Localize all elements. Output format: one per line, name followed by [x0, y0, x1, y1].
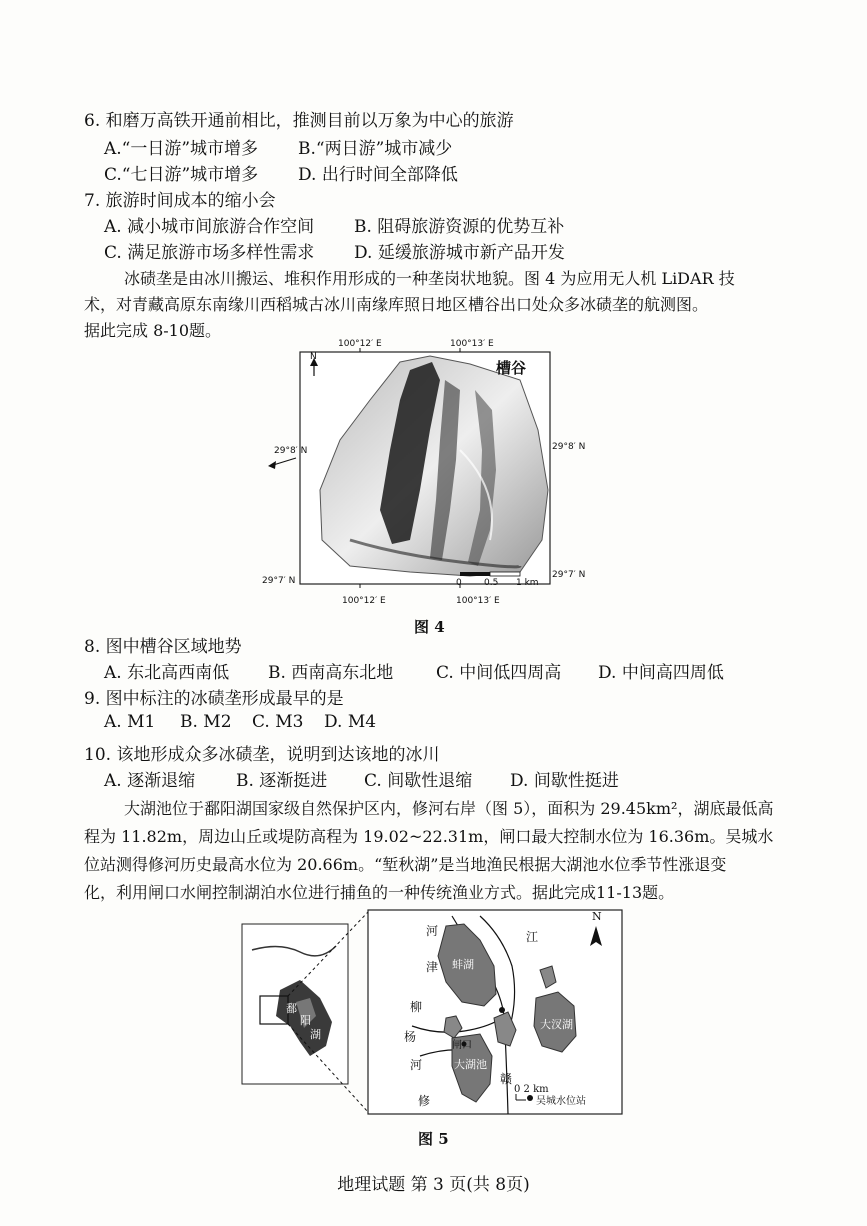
- q7-option-d: D. 延缓旅游城市新产品开发: [354, 243, 565, 263]
- q8-option-d: D. 中间高四周低: [598, 663, 724, 683]
- intro1-line2: 术，对青藏高原东南缘川西稻城古冰川南缘库照日地区槽谷出口处众多冰碛垄的航测图。: [84, 295, 709, 314]
- fig4-lat-upper-right: 29°8′ N: [552, 442, 586, 452]
- figure-5: [240, 906, 630, 1118]
- q6-option-d: D. 出行时间全部降低: [298, 165, 458, 185]
- q8-option-c: C. 中间低四周高: [436, 663, 562, 683]
- fig4-title: 槽谷: [496, 359, 527, 377]
- fig5-river-he2: 河: [410, 1058, 423, 1072]
- figure-4: [260, 340, 590, 612]
- q6-option-a: A.“一日游”城市增多: [104, 139, 259, 159]
- fig4-top-lon2: 100°13′ E: [450, 339, 494, 349]
- fig4-bottom-lon2: 100°13′ E: [456, 596, 500, 606]
- fig5-station: 吴城水位站: [536, 1096, 586, 1107]
- fig5-river-he: 河: [426, 924, 439, 938]
- fig4-scale-2: 1 km: [516, 578, 539, 588]
- q9-option-b: B. M2: [180, 712, 232, 732]
- fig5-inset-label1: 鄱: [286, 1002, 297, 1015]
- fig4-lat-upper-left: 29°8′ N: [274, 446, 308, 456]
- fig4-scale-0: 0: [456, 578, 462, 588]
- q7-stem: 7. 旅游时间成本的缩小会: [84, 191, 276, 211]
- q6-stem: 6. 和磨万高铁开通前相比，推测目前以万象为中心的旅游: [84, 111, 514, 131]
- fig4-top-lon1: 100°12′ E: [338, 339, 382, 349]
- q9-option-a: A. M1: [104, 712, 156, 732]
- fig4-lat-lower-left: 29°7′ N: [262, 576, 296, 586]
- q10-option-c: C. 间歇性退缩: [364, 771, 473, 791]
- q7-option-a: A. 减小城市间旅游合作空间: [104, 217, 315, 237]
- q8-stem: 8. 图中槽谷区域地势: [84, 637, 242, 657]
- fig5-river-liu: 柳: [410, 1000, 423, 1014]
- fig5-lake-bang: 蚌湖: [452, 958, 474, 971]
- q10-stem: 10. 该地形成众多冰碛垄，说明到达该地的冰川: [84, 745, 440, 765]
- q9-stem: 9. 图中标注的冰碛垄形成最早的是: [84, 689, 344, 709]
- intro2-line3: 位站测得修河历史最高水位为 20.66m。“堑秋湖”是当地渔民根据大湖池水位季节性涨退变: [84, 855, 727, 874]
- fig4-north: N: [310, 352, 317, 362]
- intro1-line1: 冰碛垄是由冰川搬运、堆积作用形成的一种垄岗状地貌。图 4 为应用无人机 LiDAR 技: [124, 269, 735, 288]
- q7-option-b: B. 阻碍旅游资源的优势互补: [354, 217, 565, 237]
- fig5-lake-dahuchi: 大湖池: [454, 1058, 487, 1071]
- fig4-scale-1: 0.5: [484, 578, 499, 588]
- intro2-line2: 程为 11.82m，周边山丘或堤防高程为 19.02~22.31m，闸口最大控制水位为 16.36m。吴城水: [84, 827, 774, 846]
- q10-option-a: A. 逐渐退缩: [104, 771, 196, 791]
- fig5-river-gan: 赣: [500, 1072, 513, 1086]
- q6-option-b: B.“两日游”城市减少: [298, 139, 453, 159]
- page-footer: 地理试题 第 3 页(共 8页): [337, 1175, 530, 1195]
- intro2-line1: 大湖池位于鄱阳湖国家级自然保护区内，修河右岸（图 5），面积为 29.45km²，湖底最低高: [124, 799, 774, 818]
- q9-option-d: D. M4: [324, 712, 377, 732]
- q9-option-c: C. M3: [252, 712, 304, 732]
- q7-option-c: C. 满足旅游市场多样性需求: [104, 243, 315, 263]
- fig5-scale: 0 2 km: [514, 1084, 549, 1095]
- fig5-inset-label2: 阳: [300, 1014, 311, 1027]
- fig5-inset-label3: 湖: [310, 1028, 321, 1041]
- q8-option-a: A. 东北高西南低: [104, 663, 230, 683]
- q10-option-d: D. 间歇性挺进: [510, 771, 619, 791]
- fig4-bottom-lon1: 100°12′ E: [342, 596, 386, 606]
- figure-4-map: [260, 340, 590, 612]
- fig5-river-xiu: 修: [418, 1094, 431, 1108]
- fig5-river-jin: 津: [426, 960, 439, 974]
- intro2-line4: 化，利用闸口水闸控制湖泊水位进行捕鱼的一种传统渔业方式。据此完成11-13题。: [84, 883, 675, 902]
- intro1-line3: 据此完成 8-10题。: [84, 321, 222, 340]
- fig5-river-jiang: 江: [526, 930, 539, 944]
- fig5-river-yang: 杨: [404, 1030, 417, 1044]
- fig4-lat-lower-right: 29°7′ N: [552, 570, 586, 580]
- q10-option-b: B. 逐渐挺进: [236, 771, 328, 791]
- fig5-gate: 闸口: [452, 1040, 472, 1051]
- q6-option-c: C.“七日游”城市增多: [104, 165, 259, 185]
- figure-5-caption: 图 5: [418, 1130, 449, 1148]
- q8-option-b: B. 西南高东北地: [268, 663, 394, 683]
- fig5-lake-dahan: 大汊湖: [540, 1018, 573, 1031]
- figure-4-caption: 图 4: [414, 618, 445, 636]
- fig5-north: N: [592, 910, 602, 923]
